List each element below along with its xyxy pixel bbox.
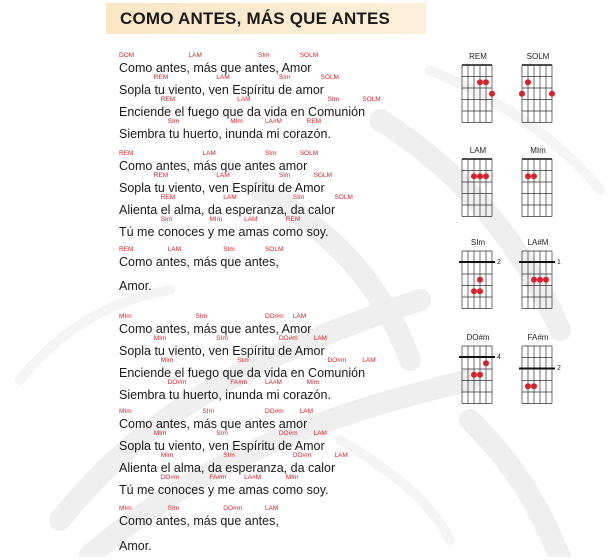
finger-dot [483, 360, 489, 366]
finger-dot [531, 277, 537, 283]
chord-label: SIm [223, 246, 235, 253]
lyric-text: Como antes, más que antes, [119, 255, 279, 269]
chord-diagram-name: FA#m [527, 333, 549, 342]
chord-label: SIm [327, 96, 340, 103]
lyric-text: Como antes, más que antes, [119, 514, 279, 528]
fret-number: 4 [497, 353, 501, 361]
lyric-text: Como antes, más que antes amor [119, 159, 308, 173]
chord-label: DO#m [278, 430, 298, 437]
chord-diagram-name: DO#m [466, 333, 490, 342]
chord-label: DO#m [278, 335, 298, 342]
chord-diagram [458, 52, 518, 132]
chord-label: DOM [119, 52, 135, 59]
chord-label: LAM [202, 150, 216, 157]
fretboard-grid [518, 52, 562, 132]
chord-diagram [458, 333, 518, 413]
chord-label: SIm [223, 452, 235, 459]
chord-diagram [518, 333, 578, 413]
finger-dot [477, 288, 483, 294]
fretboard-grid [458, 333, 502, 413]
chord-label: DO#m [223, 505, 243, 512]
chord-label: SOLM [334, 194, 353, 201]
chord-label: SIm [216, 335, 228, 342]
chord-label: MIm [153, 335, 167, 342]
chord-diagram-name: REM [469, 52, 487, 61]
chord-label: SIm [202, 408, 214, 415]
chord-label: MIm [119, 505, 132, 512]
chord-label: LAM [237, 96, 251, 103]
finger-dot [525, 383, 531, 389]
chord-label: LAM [299, 408, 314, 415]
chord-label: LAM [313, 335, 327, 342]
finger-dot [543, 277, 549, 283]
chord-label: MIm [285, 474, 299, 481]
chord-label: SOLM [320, 74, 339, 81]
lyric-text: Sopla tu viento, ven Espíritu de Amor [119, 344, 325, 358]
chord-label: SIm [264, 150, 277, 157]
finger-dot [525, 79, 531, 85]
fretboard-grid [458, 238, 502, 318]
chord-diagram [458, 146, 518, 226]
chord-label: LA#M [264, 379, 282, 386]
chord-diagram-name: SOLM [526, 52, 550, 61]
finger-dot [525, 173, 531, 179]
chord-diagram-name: SIm [470, 238, 486, 247]
lyric-text: Alienta el alma, da esperanza, da calor [119, 203, 336, 217]
chord-label: SIm [278, 172, 291, 179]
lyric-text: Amor. [119, 279, 152, 293]
lyric-text: Sopla tu viento, ven Espíritu de amor [119, 83, 324, 97]
chord-label: MIm [153, 430, 167, 437]
finger-dot [477, 372, 483, 378]
song-title: COMO ANTES, MÁS QUE ANTES [120, 9, 391, 28]
chord-diagram [518, 146, 578, 226]
chord-diagram-name: LAM [469, 146, 487, 155]
chord-label: MIm [119, 408, 132, 415]
chord-label: LAM [167, 246, 182, 253]
chord-diagram [518, 52, 578, 132]
chord-label: REM [285, 216, 301, 223]
chord-diagram-name: LA#M [527, 238, 549, 247]
lyric-text: Como antes, más que antes, Amor [119, 322, 312, 336]
chord-label: LAM [244, 216, 258, 223]
chord-label: LAM [334, 452, 348, 459]
finger-dot [483, 79, 489, 85]
chord-label: DO#m [292, 452, 312, 459]
chord-label: DO#m [160, 474, 180, 481]
chord-label: DO#m [167, 379, 187, 386]
chord-label: LAM [264, 505, 279, 512]
fret-number: 1 [557, 258, 561, 266]
fret-number: 2 [557, 365, 561, 372]
fretboard-grid [518, 146, 562, 226]
chord-label: SIm [167, 118, 180, 125]
chord-label: REM [306, 118, 322, 125]
finger-dot [477, 277, 483, 283]
chord-label: LAM [313, 430, 327, 437]
finger-dot [549, 91, 555, 97]
chord-label: MIm [306, 379, 320, 386]
finger-dot [519, 91, 525, 97]
chord-label: SIm [278, 74, 291, 81]
lyric-text: Siembra tu huerto, inunda mi corazón. [119, 388, 331, 402]
chord-label: LAM [216, 74, 230, 81]
chord-label: LAM [223, 194, 237, 201]
lyric-text: Enciende el fuego que da vida en Comunión [119, 366, 366, 380]
chord-label: LAM [188, 52, 202, 59]
chord-label: MIm [160, 357, 174, 364]
fretboard-grid [518, 238, 562, 318]
chord-label: SIm [216, 430, 228, 437]
lyric-text: Como antes, más que antes, Amor [119, 61, 312, 75]
finger-dot [477, 79, 483, 85]
lyric-text: Siembra tu huerto, inunda mi corazón. [119, 127, 331, 141]
finger-dot [531, 173, 537, 179]
chord-diagram-name: MIm [530, 146, 546, 155]
chord-label: DO#m [327, 357, 347, 364]
finger-dot [489, 91, 495, 97]
chord-label: SIm [258, 52, 270, 59]
chord-label: MIm [230, 118, 243, 125]
lyric-text: Sopla tu viento, ven Espíritu de Amor [119, 181, 325, 195]
chord-label: SOLM [313, 172, 333, 179]
chord-label: REM [160, 96, 176, 103]
chord-label: LAM [362, 357, 376, 364]
chord-label: SOLM [264, 246, 284, 253]
chord-label: MIm [119, 313, 132, 320]
chord-label: REM [153, 74, 169, 81]
chord-label: LAM [292, 313, 307, 320]
chord-label: REM [119, 150, 134, 157]
lyric-text: Alienta el alma, da esperanza, da calor [119, 461, 336, 475]
title-banner [106, 3, 426, 34]
chord-label: DO#m [264, 313, 284, 320]
chord-label: MIm [209, 216, 222, 223]
chord-label: LAM [216, 172, 230, 179]
chord-label: MIm [160, 452, 174, 459]
finger-dot [483, 173, 489, 179]
lyric-text: Como antes, más que antes amor [119, 417, 308, 431]
finger-dot [471, 288, 477, 294]
fretboard-grid [518, 333, 562, 413]
finger-dot [471, 173, 477, 179]
chord-label: SOLM [299, 52, 319, 59]
chord-label: SIm [237, 357, 249, 364]
fretboard-grid [458, 146, 502, 226]
chord-label: DO#m [264, 408, 284, 415]
chord-label: LA#M [264, 118, 282, 125]
lyric-text: Enciende el fuego que da vida en Comunión [119, 105, 366, 119]
chord-label: REM [119, 246, 134, 253]
fret-number: 2 [497, 258, 501, 266]
chord-diagram [458, 238, 518, 318]
finger-dot [471, 372, 477, 378]
chord-diagram [518, 238, 578, 318]
chord-label: FA#m [230, 379, 248, 386]
finger-dot [531, 383, 537, 389]
chord-label: REM [160, 194, 176, 201]
chord-label: LA#M [244, 474, 262, 481]
chord-label: SIm [292, 194, 305, 201]
chord-label: SIm [195, 313, 207, 320]
chord-label: SOLM [362, 96, 381, 103]
lyric-text: Sopla tu viento, ven Espíritu de Amor [119, 439, 325, 453]
finger-dot [537, 277, 543, 283]
lyric-text: Tú me conoces y me amas como soy. [119, 225, 329, 239]
chord-label: REM [153, 172, 169, 179]
finger-dot [477, 173, 483, 179]
chord-label: SIm [160, 216, 173, 223]
fretboard-grid [458, 52, 502, 132]
lyric-text: Amor. [119, 539, 152, 553]
chord-label: FA#m [209, 474, 227, 481]
chord-label: SOLM [299, 150, 319, 157]
lyric-text: Tú me conoces y me amas como soy. [119, 483, 329, 497]
chord-label: SIm [167, 505, 180, 512]
